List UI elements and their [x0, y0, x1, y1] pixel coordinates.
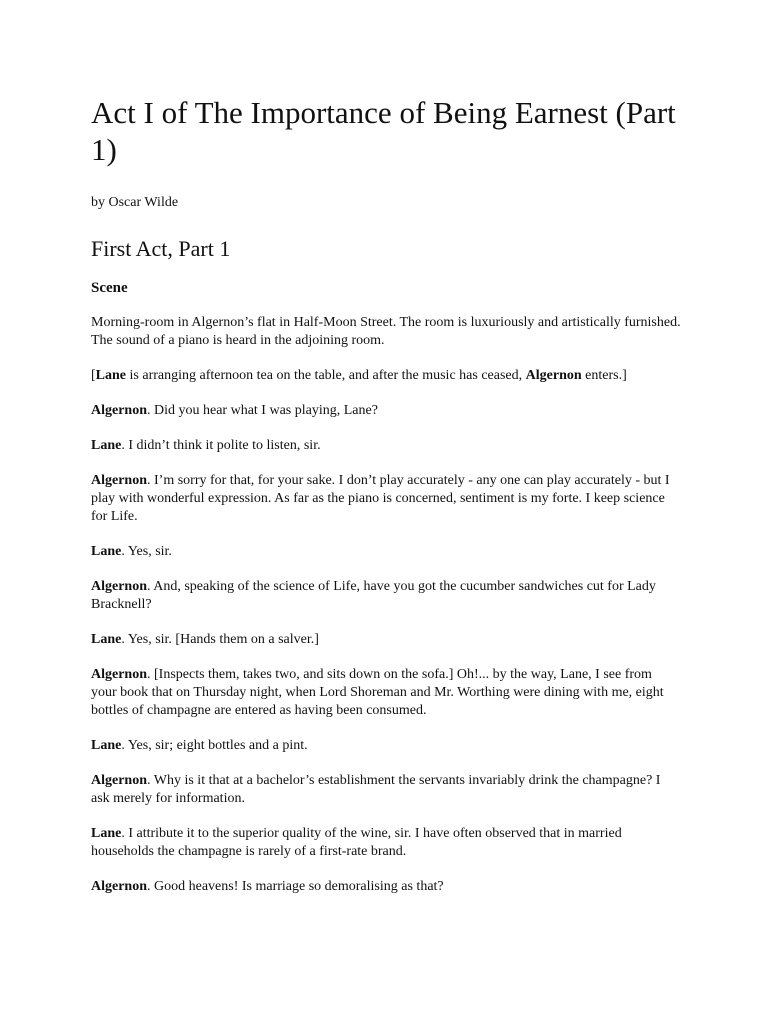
speaker-name: Algernon — [91, 579, 147, 594]
scene-heading: Scene — [91, 280, 128, 296]
dialogue-text: . Yes, sir. [Hands them on a salver.] — [121, 632, 319, 647]
speaker-name: Lane — [91, 438, 122, 453]
speaker-name: Algernon — [91, 773, 147, 788]
author-byline: by Oscar Wilde — [91, 195, 179, 210]
dialogue-line — [91, 578, 681, 614]
stage-direction-bracket: [ — [91, 368, 96, 383]
dialogue-text: . Why is it that at a bachelor’s establishment the servants invariably drink the champagne? I ask merely for information. — [91, 773, 661, 806]
speaker-name: Lane — [91, 632, 122, 647]
dialogue-text: . [Inspects them, takes two, and sits down on the sofa.] Oh!... by the way, Lane, I see from your book that on Thursday night, when Lord Shoreman and Mr. Worthing were dining with me, eight bottles of champagne are entered as having been consumed. — [91, 667, 664, 718]
dialogue-line — [91, 772, 681, 808]
character-name: Lane — [95, 368, 127, 383]
speaker-name: Algernon — [91, 473, 147, 488]
stage-direction — [91, 367, 681, 385]
dialogue-line — [91, 666, 681, 720]
dialogue-line — [91, 878, 681, 896]
dialogue-line — [91, 631, 681, 649]
document-page — [91, 94, 681, 913]
speaker-name: Algernon — [91, 667, 147, 682]
dialogue-line — [91, 472, 681, 526]
dialogue-text: . Good heavens! Is marriage so demoralising as that? — [147, 879, 444, 894]
dialogue-text: . Yes, sir. — [121, 544, 172, 559]
dialogue-text: . I’m sorry for that, for your sake. I don’t play accurately - any one can play accurately - but I play with wonderful expression. As far as the piano is concerned, sentiment is my forte. I keep science for Life. — [91, 473, 670, 524]
dialogue-line — [91, 543, 681, 561]
dialogue-text: . And, speaking of the science of Life, have you got the cucumber sandwiches cut for Lady Bracknell? — [91, 579, 656, 612]
document-title: Act I of The Importance of Being Earnest (Part 1) — [91, 95, 676, 167]
speaker-name: Algernon — [91, 403, 147, 418]
speaker-name: Lane — [91, 738, 122, 753]
stage-direction-text: enters.] — [581, 368, 627, 383]
section-heading: First Act, Part 1 — [91, 236, 231, 261]
dialogue-text: . I attribute it to the superior quality of the wine, sir. I have often observed that in married households the champagne is rarely of a first-rate brand. — [91, 826, 622, 859]
dialogue-text: . Did you hear what I was playing, Lane? — [147, 403, 378, 418]
scene-description: Morning-room in Algernon’s flat in Half-Moon Street. The room is luxuriously and artistically furnished. The sound of a piano is heard in the adjoining room. — [91, 315, 681, 348]
dialogue-line — [91, 737, 681, 755]
dialogue-line — [91, 437, 681, 455]
speaker-name: Lane — [91, 826, 122, 841]
character-name: Algernon — [525, 368, 582, 383]
dialogue-line — [91, 402, 681, 420]
stage-direction-text: is arranging afternoon tea on the table, and after the music has ceased, — [126, 368, 526, 383]
speaker-name: Algernon — [91, 879, 147, 894]
speaker-name: Lane — [91, 544, 122, 559]
dialogue-line — [91, 825, 681, 861]
dialogue-text: . I didn’t think it polite to listen, sir. — [121, 438, 321, 453]
dialogue-text: . Yes, sir; eight bottles and a pint. — [121, 738, 308, 753]
